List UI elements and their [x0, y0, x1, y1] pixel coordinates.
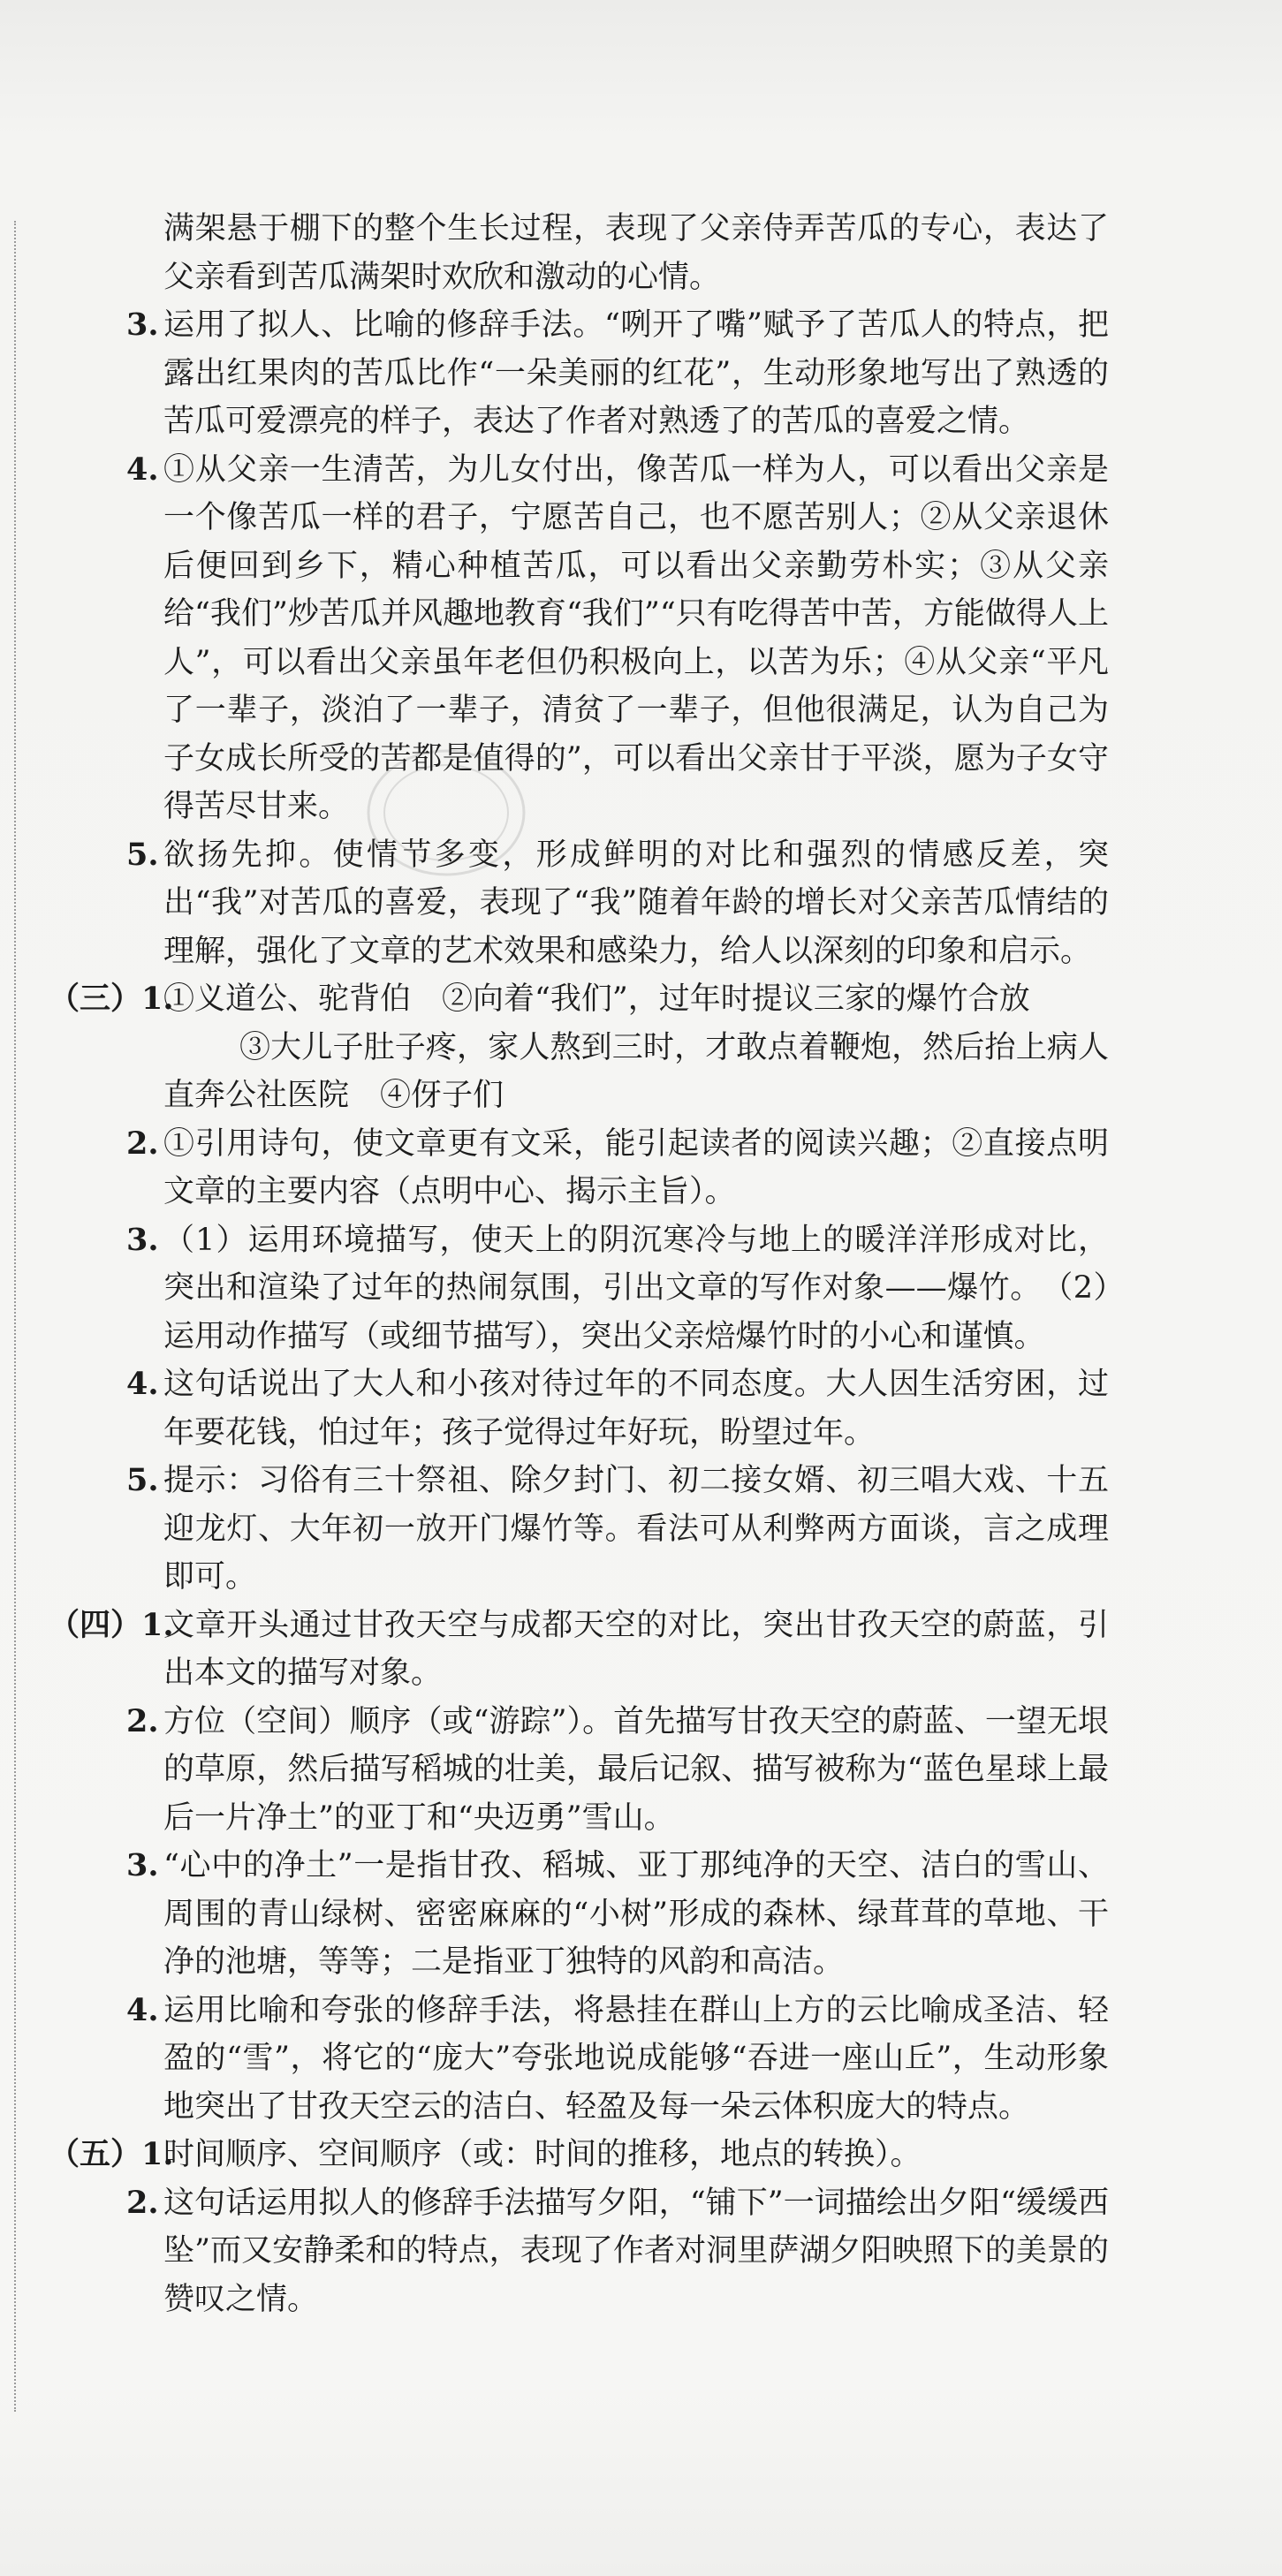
answer-text [163, 2131, 1109, 2179]
answer-text [163, 1987, 1109, 2132]
section-four-item [0, 1602, 1282, 1698]
answer-text [163, 1120, 1109, 1216]
answer-text [163, 301, 1109, 446]
question-number: 4. [126, 451, 159, 488]
answer-text [163, 205, 1109, 301]
question-number: 2. [126, 1125, 159, 1162]
answer-line: 文章开头通过甘孜天空与成都天空的对比，突出甘孜天空的蔚蓝，引出本文的描写对象。 [163, 1607, 1109, 1691]
answer-item [0, 1987, 1282, 2132]
answer-text [163, 1602, 1109, 1698]
answer-text [163, 831, 1109, 976]
question-number: 3. [126, 1847, 159, 1883]
answer-line: 时间顺序、空间顺序（或：时间的推移，地点的转换）。 [163, 2137, 922, 2172]
question-number: 2. [126, 1702, 159, 1739]
section-question-number: （四）1. [49, 1606, 174, 1643]
question-number: 4. [126, 1366, 159, 1402]
answer-content [0, 205, 1282, 2323]
question-number: 3. [126, 307, 159, 343]
answer-line: 欲扬先抑。使情节多变，形成鲜明的对比和强烈的情感反差，突出“我”对苦瓜的喜爱，表现了“我”随着年龄的增长对父亲苦瓜情结的理解，强化了文章的艺术效果和感染力，给人以深刻的印象和启示。 [163, 837, 1109, 969]
answer-line: （1）运用环境描写，使天上的阴沉寒冷与地上的暖洋洋形成对比，突出和渲染了过年的热闹氛围，引出文章的写作对象——爆竹。 （2）运用动作描写（或细节描写），突出父亲焙爆竹时的小心和谨慎。 [163, 1222, 1109, 1354]
answer-line: ③大儿子肚子疼，家人熬到三时，才敢点着鞭炮，然后抬上病人直奔公社医院 ④伢子们 [163, 1029, 1109, 1113]
answer-text [163, 1216, 1109, 1361]
question-number: 5. [126, 836, 159, 873]
answer-item [0, 446, 1282, 831]
answer-line: “心中的净土”一是指甘孜、稻城、亚丁那纯净的天空、洁白的雪山、周围的青山绿树、密密麻麻的“小树”形成的森林、绿茸茸的草地、干净的池塘，等等；二是指亚丁独特的风韵和高洁。 [163, 1848, 1109, 1980]
section-three-item [0, 975, 1282, 1120]
section-question-number: （五）1. [49, 2136, 174, 2172]
section-question-number: （三）1. [49, 981, 174, 1017]
answer-item [0, 831, 1282, 976]
answer-item-continued [0, 205, 1282, 301]
question-number: 3. [126, 1221, 159, 1258]
answer-text [163, 1698, 1109, 1843]
answer-item [0, 1698, 1282, 1843]
question-number: 5. [126, 1462, 159, 1498]
answer-line: 满架悬于棚下的整个生长过程，表现了父亲侍弄苦瓜的专心，表达了父亲看到苦瓜满架时欢欣和激动的心情。 [163, 211, 1109, 295]
answer-text [163, 1457, 1109, 1602]
answer-line: 运用比喻和夸张的修辞手法，将悬挂在群山上方的云比喻成圣洁、轻盈的“雪”，将它的“庞大”夸张地说成能够“吞进一座山丘”，生动形象地突出了甘孜天空云的洁白、轻盈及每一朵云体积庞大的特点。 [163, 1992, 1109, 2125]
answer-line: 这句话说出了大人和小孩对待过年的不同态度。大人因生活穷困，过年要花钱，怕过年；孩子觉得过年好玩，盼望过年。 [163, 1367, 1109, 1451]
answer-item [0, 2179, 1282, 2324]
answer-item [0, 1360, 1282, 1457]
answer-text [163, 2179, 1109, 2324]
answer-line: 方位（空间）顺序（或“游踪”）。首先描写甘孜天空的蔚蓝、一望无垠的草原，然后描写稻城的壮美，最后记叙、描写被称为“蓝色星球上最后一片净土”的亚丁和“央迈勇”雪山。 [163, 1703, 1109, 1836]
answer-text [163, 446, 1109, 831]
answer-item [0, 1457, 1282, 1602]
question-number: 2. [126, 2184, 159, 2221]
answer-line: 这句话运用拟人的修辞手法描写夕阳，“铺下”一词描绘出夕阳“缓缓西坠”而又安静柔和的特点，表现了作者对洞里萨湖夕阳映照下的美景的赞叹之情。 [163, 2185, 1109, 2317]
answer-item [0, 301, 1282, 446]
answer-text [163, 975, 1109, 1120]
answer-item [0, 1216, 1282, 1361]
question-number: 4. [126, 1991, 159, 2028]
answer-line: ①引用诗句，使文章更有文采，能引起读者的阅读兴趣；②直接点明文章的主要内容（点明中心、揭示主旨）。 [163, 1125, 1109, 1209]
answer-item [0, 1842, 1282, 1987]
answer-line: 提示：习俗有三十祭祖、除夕封门、初二接女婿、初三唱大戏、十五迎龙灯、大年初一放开门爆竹等。看法可从利弊两方面谈，言之成理即可。 [163, 1463, 1109, 1595]
answer-text [163, 1842, 1109, 1987]
answer-line: ①义道公、驼背伯 ②向着“我们”，过年时提议三家的爆竹合放 [163, 981, 1030, 1017]
answer-text [163, 1360, 1109, 1457]
section-five-item [0, 2131, 1282, 2179]
answer-item [0, 1120, 1282, 1216]
answer-line: 运用了拟人、比喻的修辞手法。“咧开了嘴”赋予了苦瓜人的特点，把露出红果肉的苦瓜比作“一朵美丽的红花”，生动形象地写出了熟透的苦瓜可爱漂亮的样子，表达了作者对熟透了的苦瓜的喜爱之情。 [163, 307, 1109, 439]
answer-line: ①从父亲一生清苦，为儿女付出，像苦瓜一样为人，可以看出父亲是一个像苦瓜一样的君子，宁愿苦自己，也不愿苦别人；②从父亲退休后便回到乡下，精心种植苦瓜，可以看出父亲勤劳朴实；③从父亲给“我们”炒苦瓜并风趣地教育“我们”“只有吃得苦中苦，方能做得人上人”，可以看出父亲虽年老但仍积极向上，以苦为乐；④从父亲“平凡了一辈子，淡泊了一辈子，清贫了一辈子，但他很满足，认为自己为子女成长所受的苦都是值得的”，可以看出父亲甘于平淡，愿为子女守得苦尽甘来。 [163, 451, 1109, 824]
